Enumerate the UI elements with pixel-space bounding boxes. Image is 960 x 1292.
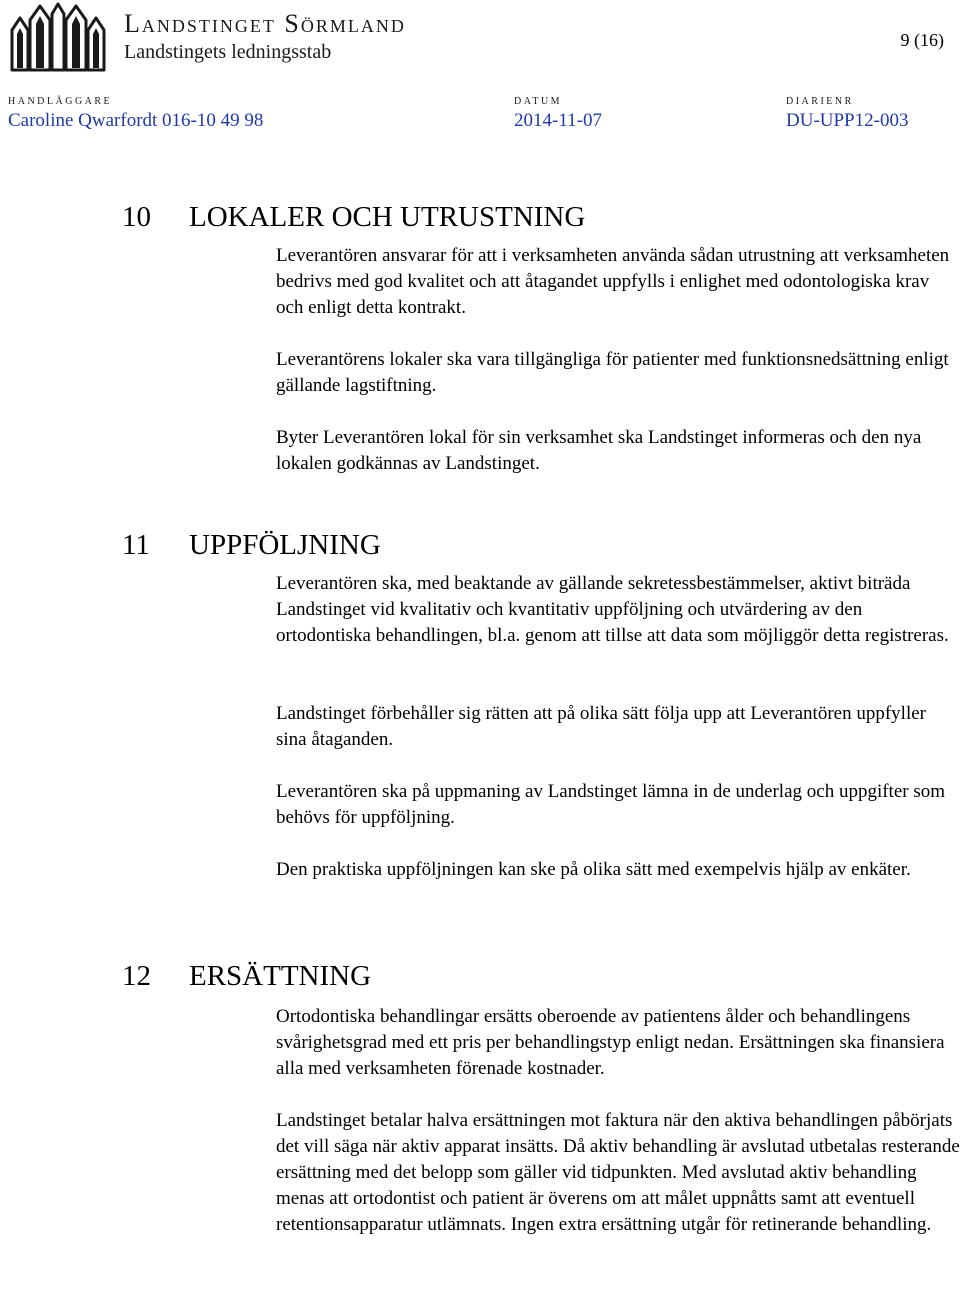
section-number: 12 [122, 960, 151, 992]
section-number: 10 [122, 201, 151, 233]
handlaggare-label: HANDLÄGGARE [8, 96, 113, 107]
paragraph: Byter Leverantören lokal för sin verksamhet ska Landstinget informeras och den nya lokalen godkännas av Landstinget. [276, 427, 922, 474]
diarienr-label: DIARIENR [786, 96, 854, 107]
paragraph: Landstinget förbehåller sig rätten att på olika sätt följa upp att Leverantören uppfyller sina åtaganden. [276, 703, 926, 750]
department-name: Landstingets ledningsstab [124, 41, 332, 63]
handlaggare-value: Caroline Qwarfordt 016-10 49 98 [8, 110, 264, 131]
page-number: 9 (16) [900, 30, 944, 50]
datum-label: DATUM [514, 96, 563, 107]
section-title: UPPFÖLJNING [189, 529, 381, 561]
paragraph: Leverantörens lokaler ska vara tillgängliga för patienter med funktionsnedsättning enligt gällande lagstiftning. [276, 349, 949, 396]
section-title: ERSÄTTNING [189, 960, 372, 992]
paragraph: Ortodontiska behandlingar ersätts oberoende av patientens ålder och behandlingens svårighetsgrad med ett pris per behandlingstyp enligt nedan. Ersättningen ska finansiera alla med verksamheten förenade kostnader. [276, 1006, 945, 1079]
datum-value: 2014-11-07 [514, 110, 602, 131]
tulip-logo-icon [6, 2, 110, 72]
diarienr-value: DU-UPP12-003 [786, 110, 909, 131]
org-name: Landstinget Sörmland [124, 9, 406, 38]
section-number: 11 [122, 529, 150, 561]
paragraph: Leverantören ska på uppmaning av Landstinget lämna in de underlag och uppgifter som behövs för uppföljning. [276, 781, 946, 828]
section-title: LOKALER OCH UTRUSTNING [189, 201, 586, 233]
paragraph: Leverantören ska, med beaktande av gällande sekretessbestämmelser, aktivt biträda Landstinget vid kvalitativ och kvantitativ uppföljning och utvärdering av den ortodontiska behandlingen, bl.a. genom att tillse att data som möjliggör detta registreras. [276, 573, 949, 646]
paragraph: Leverantören ansvarar för att i verksamheten använda sådan utrustning att verksamheten bedrivs med god kvalitet och att åtagandet uppfylls i enlighet med odontologiska krav och enligt detta kontrakt. [276, 245, 950, 318]
paragraph: Landstinget betalar halva ersättningen mot faktura när den aktiva behandlingen påbörjats det vill säga när aktiv apparat insätts. Då aktiv behandling är avslutad utbetalas resterande ersättning med det belopp som gäller vid tidpunkten. Med avslutad aktiv behandling menas att ortodontist och patient är överens om att målet uppnåtts samt att eventuell retentionsapparatur utlämnats. Ingen extra ersättning utgår för retinerande behandling. [276, 1110, 960, 1235]
paragraph: Den praktiska uppföljningen kan ske på olika sätt med exempelvis hjälp av enkäter. [276, 859, 911, 880]
